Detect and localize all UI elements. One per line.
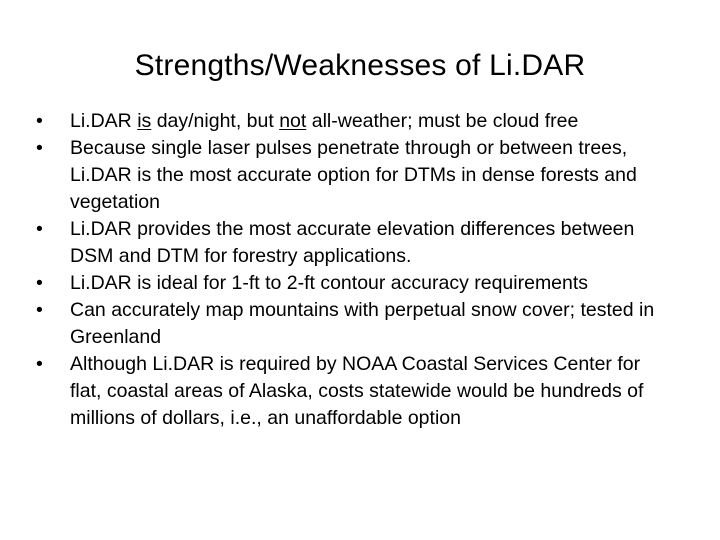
bullet-text-mid: day/night, but xyxy=(151,110,280,132)
bullet-text: Li.DAR provides the most accurate elevation differences between DSM and DTM for forestry applications. xyxy=(70,218,635,267)
bullet-item xyxy=(36,108,676,135)
bullet-marker: • xyxy=(36,218,43,240)
bullet-text: Li.DAR is ideal for 1-ft to 2-ft contour accuracy requirements xyxy=(70,272,589,294)
bullet-marker: • xyxy=(36,272,43,294)
bullet-list xyxy=(36,108,676,432)
bullet-item xyxy=(36,270,676,297)
bullet-marker: • xyxy=(36,137,43,159)
bullet-marker: • xyxy=(36,353,43,375)
bullet-item xyxy=(36,216,676,270)
bullet-text-suffix: all-weather; must be cloud free xyxy=(306,110,579,132)
bullet-item xyxy=(36,351,676,432)
bullet-text: Although Li.DAR is required by NOAA Coastal Services Center for flat, coastal areas of Alaska, costs statewide would be hundreds of millions of dollars, i.e., an unaffordable option xyxy=(70,353,644,429)
bullet-text-prefix: Li.DAR xyxy=(70,110,138,132)
bullet-marker: • xyxy=(36,299,43,321)
bullet-text: Can accurately map mountains with perpetual snow cover; tested in Greenland xyxy=(70,299,655,348)
underlined-word-is: is xyxy=(137,110,152,132)
underlined-word-not: not xyxy=(279,110,307,132)
slide-title: Strengths/Weaknesses of Li.DAR xyxy=(134,49,586,82)
bullet-item xyxy=(36,297,676,351)
bullet-item xyxy=(36,135,676,216)
bullet-text: Because single laser pulses penetrate through or between trees, Li.DAR is the most accurate option for DTMs in dense forests and vegetation xyxy=(70,137,637,213)
bullet-marker: • xyxy=(36,110,43,132)
